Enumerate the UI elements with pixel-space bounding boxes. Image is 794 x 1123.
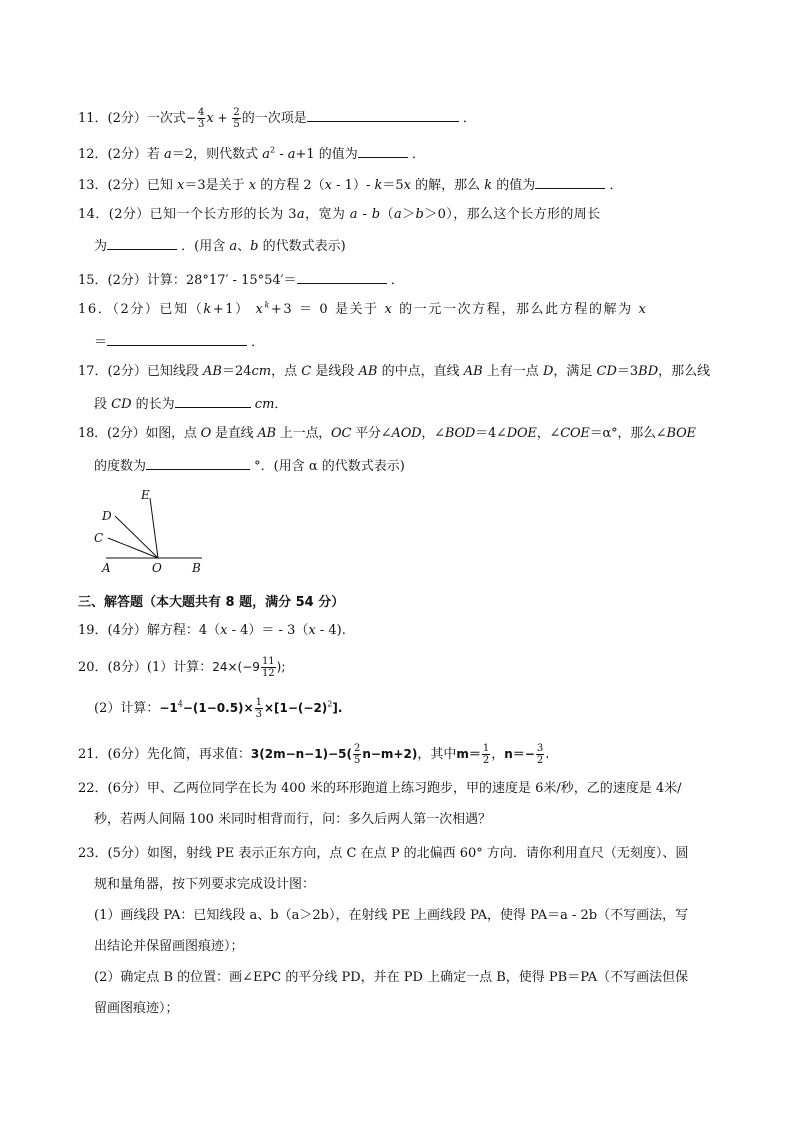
question-20: 20．(8分）(1）计算：24×(−9 $\frac{11}{12}$ ); xyxy=(78,656,286,679)
answer-blank[interactable] xyxy=(307,108,459,122)
fraction: $\frac{3}{2}$ xyxy=(536,743,544,766)
section-heading: 三、解答题（本大题共有 8 题，满分 54 分） xyxy=(78,595,345,610)
question-16-cont: ＝ ． xyxy=(94,332,264,352)
fraction: $\frac{4}{3}$ xyxy=(197,107,205,130)
fraction: $\frac{11}{12}$ xyxy=(261,656,275,679)
question-23: 23．(5分）如图，射线 PE 表示正东方向，点 C 在点 P 的北偏西 60° 方向．请你利用直尺（无刻度）、圆 xyxy=(78,846,689,861)
fraction: $\frac{1}{3}$ xyxy=(255,697,262,720)
answer-blank[interactable] xyxy=(146,456,250,470)
question-23-part1-cont: 出结论并保留画图痕迹）； xyxy=(94,939,244,954)
fraction: $\frac{2}{5}$ xyxy=(353,743,361,766)
answer-blank[interactable] xyxy=(107,236,177,250)
question-21: 21．(6分）先化简，再求值：3(2m−n−1)−5( $\frac{2}{5}$ n−m+2)，其中m＝ $\frac{1}{2}$ ，n＝− $\frac{3}{2}$ . xyxy=(78,743,550,766)
question-11: 11．(2分）一次式− $\frac{4}{3}$ x + $\frac{2}{5}$ 的一次项是 ． xyxy=(78,107,476,130)
question-15: 15．(2分）计算：28°17′ - 15°54′＝ ． xyxy=(78,270,718,290)
angle-figure xyxy=(88,484,218,576)
question-17: 17．(2分）已知线段 AB＝24cm，点 C 是线段 AB 的中点，直线 AB 上有一点 D，满足 CD＝3BD，那么线 xyxy=(78,364,711,379)
question-22: 22．(6分）甲、乙两位同学在长为 400 米的环形跑道上练习跑步，甲的速度是 6米/秒，乙的速度是 4米/ xyxy=(78,781,682,796)
answer-blank[interactable] xyxy=(358,144,408,158)
label-C: C xyxy=(94,531,104,545)
fraction: $\frac{1}{2}$ xyxy=(482,743,490,766)
question-12: 12．(2分）若 a＝2，则代数式 $a^2 - a+1$ 的值为 ． xyxy=(78,145,425,162)
question-19: 19．(4分）解方程：4（x - 4）＝ - 3（x - 4). xyxy=(78,623,346,638)
q11-text: 11．(2分）一次式 xyxy=(78,111,186,126)
question-17-cont: 段 CD 的长为 cm． xyxy=(94,394,287,414)
question-18-cont: 的度数为 °．(用含 α 的代数式表示) xyxy=(94,456,405,476)
ray-OC xyxy=(108,538,158,558)
answer-blank[interactable] xyxy=(175,394,251,408)
ray-OE xyxy=(150,498,158,558)
fraction: $\frac{2}{5}$ xyxy=(233,107,240,130)
question-13: 13．(2分）已知 x＝3是关于 x 的方程 2（x - 1）- k＝5x 的解，那么 k 的值为 ． xyxy=(78,175,718,195)
answer-blank[interactable] xyxy=(107,332,247,346)
label-D: D xyxy=(102,509,112,523)
label-E: E xyxy=(141,488,150,502)
question-23-part2: (2）确定点 B 的位置：画∠EPC 的平分线 PD，并在 PD 上确定一点 B，使得 PB＝PA（不写画法但保 xyxy=(94,970,689,985)
ray-OD xyxy=(115,516,158,558)
question-18: 18．(2分）如图，点 O 是直线 AB 上一点，OC 平分∠AOD，∠BOD＝4∠DOE，∠COE＝α°，那么∠BOE xyxy=(78,426,696,441)
question-14-cont: 为 ．(用含 a、b 的代数式表示) xyxy=(94,236,346,256)
question-23-line2: 规和量角器，按下列要求完成设计图： xyxy=(94,877,316,892)
label-O: O xyxy=(152,561,162,575)
label-A: A xyxy=(102,561,111,575)
label-B: B xyxy=(192,561,201,575)
question-23-part1: (1）画线段 PA：已知线段 a、b（a＞2b），在射线 PE 上画线段 PA，使得 PA＝a - 2b（不写画法，写 xyxy=(94,908,689,923)
question-16: 16．（2分）已知（k+1） $x^k+3 = 0$ 是关于 x 的一元一次方程，那么此方程的解为 x xyxy=(78,300,648,317)
answer-blank[interactable] xyxy=(535,175,605,189)
answer-blank[interactable] xyxy=(297,270,387,284)
question-20-part2: (2）计算：$-1^4-(1-0.5)\times$ $\frac{1}{3}$ $\times[1-(-2)^2]$. xyxy=(94,697,343,720)
question-23-part2-cont: 留画图痕迹）； xyxy=(94,1001,179,1016)
question-14: 14．(2分）已知一个长方形的长为 3a，宽为 a - b（a＞b＞0），那么这个长方形的周长 xyxy=(78,207,601,222)
question-22-cont: 秒，若两人间隔 100 米同时相背而行，问：多久后两人第一次相遇？ xyxy=(94,812,492,827)
